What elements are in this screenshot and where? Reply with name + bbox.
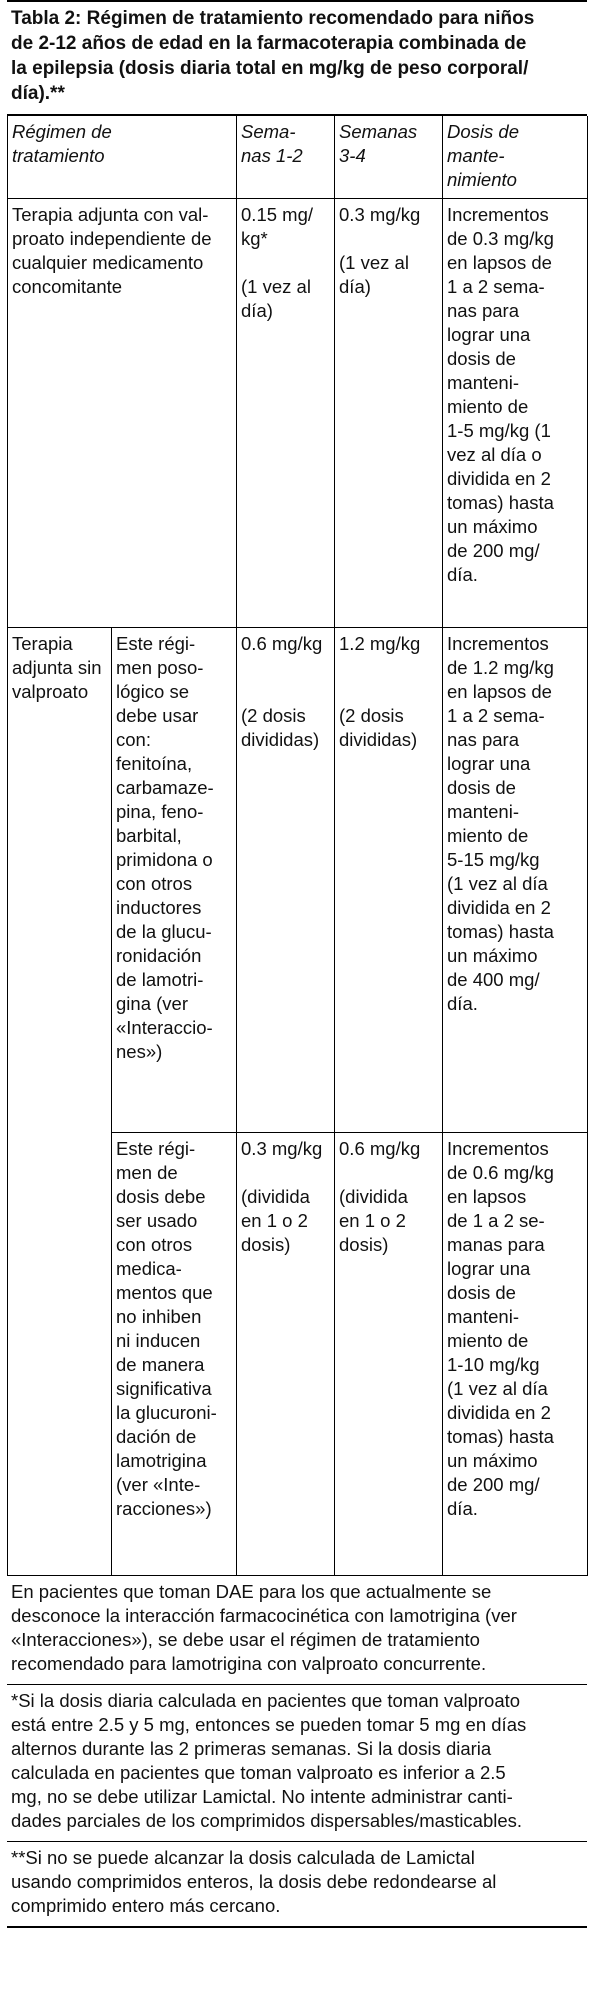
- weeks-3-4-cell: 0.6 mg/kg (dividida en 1 o 2 dosis): [335, 1133, 443, 1576]
- maintenance-cell: Incrementos de 0.6 mg/kg en lapsos de 1 a 2 se- manas para lograr una dosis de manteni- miento de 1-10 mg/kg (1 vez al día dividida en 2 tomas) hasta un máximo de 200 mg/ día.: [443, 1133, 588, 1576]
- regimen-sub-cell: Este régi- men de dosis debe ser usado con otros medica- mentos que no inhiben ni inducen de manera significativa la glucuroni- dación de lamotrigina (ver «Inte- racciones»): [112, 1133, 237, 1576]
- table-row: [8, 628, 588, 1133]
- title-line: día).**: [11, 83, 65, 104]
- dosage-document: [7, 0, 587, 1928]
- title-line: de 2-12 años de edad en la farmacoterapia combinada de: [11, 33, 527, 54]
- header-maintenance: Dosis de mante- nimiento: [443, 116, 588, 199]
- regimen-cell: Terapia adjunta con val- proato independiente de cualquier medicamento concomitante: [8, 199, 237, 628]
- title-line: Tabla 2: Régimen de tratamiento recomendado para niños: [11, 8, 535, 29]
- table-row: [8, 199, 588, 628]
- header-weeks-3-4: Semanas 3-4: [335, 116, 443, 199]
- dae-note: En pacientes que toman DAE para los que actualmente se desconoce la interacción farmacocinética con lamotrigina (ver «Interacciones»), se debe usar el régimen de tratamiento recomendado para lamotrigina con valproato concurrente.: [7, 1576, 587, 1685]
- weeks-1-2-cell: 0.3 mg/kg (dividida en 1 o 2 dosis): [237, 1133, 335, 1576]
- header-weeks-1-2: Sema- nas 1-2: [237, 116, 335, 199]
- maintenance-cell: Incrementos de 1.2 mg/kg en lapsos de 1 a 2 sema- nas para lograr una dosis de manteni- miento de 5-15 mg/kg (1 vez al día dividida en 2 tomas) hasta un máximo de 400 mg/ día.: [443, 628, 588, 1133]
- regimen-group-cell: Terapia adjunta sin valproato: [8, 628, 112, 1576]
- header-row: [8, 116, 588, 199]
- weeks-3-4-cell: 1.2 mg/kg (2 dosis divididas): [335, 628, 443, 1133]
- weeks-3-4-cell: 0.3 mg/kg (1 vez al día): [335, 199, 443, 628]
- footnote-single-asterisk: *Si la dosis diaria calculada en pacientes que toman valproato está entre 2.5 y 5 mg, entonces se pueden tomar 5 mg en días alternos durante las 2 primeras semanas. Si la dosis diaria calculada en pacientes que toman valproato es inferior a 2.5 mg, no se debe utilizar Lamictal. No intente administrar canti- dades parciales de los comprimidos dispersables/masticables.: [7, 1685, 587, 1842]
- table-title: [7, 0, 587, 116]
- maintenance-cell: Incrementos de 0.3 mg/kg en lapsos de 1 a 2 sema- nas para lograr una dosis de manteni- miento de 1-5 mg/kg (1 vez al día o dividida en 2 tomas) hasta un máximo de 200 mg/ día.: [443, 199, 588, 628]
- footnote-double-asterisk: **Si no se puede alcanzar la dosis calculada de Lamictal usando comprimidos enteros, la dosis debe redondearse al comprimido entero más cercano.: [7, 1842, 587, 1928]
- dosage-table: [7, 116, 588, 1576]
- title-line: la epilepsia (dosis diaria total en mg/kg de peso corporal/: [11, 58, 529, 79]
- regimen-sub-cell: Este régi- men poso- lógico se debe usar con: fenitoína, carbamaze- pina, feno- barbital, primidona o con otros inductores de la glucu- ronidación de lamotri- gina (ver «Interaccio- nes»): [112, 628, 237, 1133]
- header-regimen: Régimen de tratamiento: [8, 116, 237, 199]
- weeks-1-2-cell: 0.15 mg/ kg* (1 vez al día): [237, 199, 335, 628]
- weeks-1-2-cell: 0.6 mg/kg (2 dosis divididas): [237, 628, 335, 1133]
